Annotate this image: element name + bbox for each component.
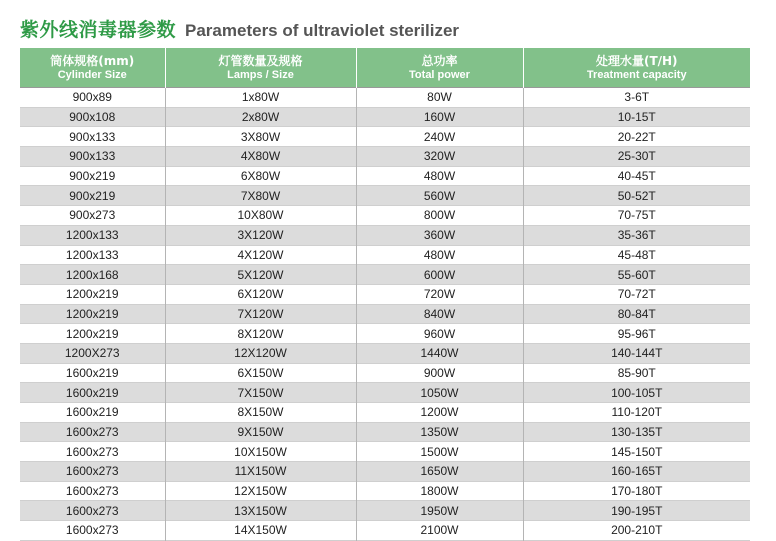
cylinder-size-cell: 1600x273	[20, 422, 165, 442]
treatment-capacity-cell: 130-135T	[523, 422, 750, 442]
header-en: Treatment capacity	[586, 68, 687, 81]
cylinder-size-cell: 1600x273	[65, 444, 119, 459]
lamps-size-cell: 10X80W	[165, 206, 356, 226]
treatment-capacity-cell: 70-75T	[523, 206, 750, 226]
table-row	[20, 186, 750, 206]
treatment-capacity-cell: 25-30T	[523, 147, 750, 167]
cylinder-size-cell: 1200x219	[65, 326, 119, 341]
total-power-cell: 360W	[356, 225, 523, 245]
cylinder-size-cell: 1600x219	[65, 365, 119, 380]
cylinder-size-cell: 900x219	[69, 169, 116, 184]
table-row	[20, 265, 750, 285]
total-power-cell: 900W	[356, 363, 523, 383]
table-row	[20, 343, 750, 363]
total-power-cell: 600W	[356, 265, 523, 285]
total-power-cell: 1650W	[356, 462, 523, 482]
cylinder-size-cell: 1200x219	[20, 304, 165, 324]
total-power-cell: 480W	[356, 245, 523, 265]
header-lamps-size	[165, 48, 356, 88]
total-power-cell: 1440W	[356, 343, 523, 363]
header-total-power	[356, 48, 523, 88]
lamps-size-cell: 8X120W	[165, 324, 356, 344]
table-body	[20, 88, 750, 541]
table-row	[20, 147, 750, 167]
header-en: Cylinder Size	[57, 68, 127, 81]
treatment-capacity-cell: 35-36T	[523, 225, 750, 245]
treatment-capacity-cell: 110-120T	[523, 403, 750, 423]
total-power-cell: 1500W	[356, 442, 523, 462]
total-power-cell: 960W	[356, 324, 523, 344]
lamps-size-cell: 12X150W	[165, 481, 356, 501]
table-row	[20, 206, 750, 226]
cylinder-size-cell: 1200X273	[20, 343, 165, 363]
total-power-cell: 560W	[356, 186, 523, 206]
lamps-size-cell: 3X80W	[165, 127, 356, 147]
treatment-capacity-cell: 10-15T	[523, 107, 750, 127]
total-power-cell: 1350W	[356, 422, 523, 442]
treatment-capacity-cell: 200-210T	[523, 521, 750, 541]
header-en: Lamps / Size	[227, 68, 294, 81]
table-row	[20, 501, 750, 521]
page-title	[20, 15, 459, 41]
lamps-size-cell: 6X80W	[165, 166, 356, 186]
lamps-size-cell: 4X80W	[165, 147, 356, 167]
treatment-capacity-cell: 80-84T	[523, 304, 750, 324]
cylinder-size-cell: 900x133	[20, 147, 165, 167]
treatment-capacity-cell: 100-105T	[523, 383, 750, 403]
treatment-capacity-cell: 3-6T	[523, 88, 750, 108]
cylinder-size-cell: 1600x273	[65, 523, 119, 538]
table-row	[20, 383, 750, 403]
treatment-capacity-cell: 170-180T	[523, 481, 750, 501]
treatment-capacity-cell: 70-72T	[523, 284, 750, 304]
lamps-size-cell: 7X80W	[165, 186, 356, 206]
cylinder-size-cell: 900x89	[72, 90, 112, 105]
total-power-cell: 240W	[356, 127, 523, 147]
table-row	[20, 324, 750, 344]
table-row	[20, 304, 750, 324]
lamps-size-cell: 7X120W	[165, 304, 356, 324]
table-row	[20, 284, 750, 304]
header-zh: 处理水量(T/H)	[595, 53, 678, 68]
total-power-cell: 80W	[356, 88, 523, 108]
header-zh: 总功率	[421, 53, 458, 68]
total-power-cell: 800W	[356, 206, 523, 226]
table-row	[20, 442, 750, 462]
total-power-cell: 720W	[356, 284, 523, 304]
table-row	[20, 481, 750, 501]
table-row	[20, 422, 750, 442]
cylinder-size-cell: 1200x133	[20, 225, 165, 245]
treatment-capacity-cell: 55-60T	[523, 265, 750, 285]
total-power-cell: 1050W	[356, 383, 523, 403]
header-row	[20, 48, 750, 88]
cylinder-size-cell: 900x108	[20, 107, 165, 127]
treatment-capacity-cell: 160-165T	[523, 462, 750, 482]
treatment-capacity-cell: 140-144T	[523, 343, 750, 363]
lamps-size-cell: 14X150W	[165, 521, 356, 541]
title-english: Parameters of ultraviolet sterilizer	[185, 21, 460, 40]
lamps-size-cell: 5X120W	[165, 265, 356, 285]
header-cylinder-size	[20, 48, 165, 88]
total-power-cell: 2100W	[356, 521, 523, 541]
cylinder-size-cell: 1600x219	[20, 383, 165, 403]
cylinder-size-cell: 900x133	[69, 129, 116, 144]
cylinder-size-cell: 1200x168	[20, 265, 165, 285]
lamps-size-cell: 6X120W	[165, 284, 356, 304]
lamps-size-cell: 3X120W	[165, 225, 356, 245]
cylinder-size-cell: 1600x273	[65, 484, 119, 499]
lamps-size-cell: 9X150W	[165, 422, 356, 442]
treatment-capacity-cell: 95-96T	[523, 324, 750, 344]
lamps-size-cell: 6X150W	[165, 363, 356, 383]
table-row	[20, 521, 750, 541]
treatment-capacity-cell: 20-22T	[523, 127, 750, 147]
total-power-cell: 840W	[356, 304, 523, 324]
table-row	[20, 245, 750, 265]
cylinder-size-cell: 1600x219	[65, 405, 119, 420]
lamps-size-cell: 10X150W	[165, 442, 356, 462]
table-row	[20, 225, 750, 245]
table-row	[20, 127, 750, 147]
lamps-size-cell: 1x80W	[165, 88, 356, 108]
table-row	[20, 107, 750, 127]
table-row	[20, 166, 750, 186]
total-power-cell: 1800W	[356, 481, 523, 501]
lamps-size-cell: 7X150W	[165, 383, 356, 403]
total-power-cell: 1950W	[356, 501, 523, 521]
lamps-size-cell: 11X150W	[165, 462, 356, 482]
table-row	[20, 88, 750, 108]
treatment-capacity-cell: 45-48T	[523, 245, 750, 265]
cylinder-size-cell: 1600x273	[20, 462, 165, 482]
header-treatment-capacity	[523, 48, 750, 88]
cylinder-size-cell: 900x219	[20, 186, 165, 206]
treatment-capacity-cell: 50-52T	[523, 186, 750, 206]
lamps-size-cell: 4X120W	[165, 245, 356, 265]
header-zh: 筒体规格(mm)	[50, 53, 135, 68]
lamps-size-cell: 12X120W	[165, 343, 356, 363]
table-row	[20, 363, 750, 383]
total-power-cell: 1200W	[356, 403, 523, 423]
cylinder-size-cell: 1200x219	[65, 287, 119, 302]
total-power-cell: 320W	[356, 147, 523, 167]
header-zh: 灯管数量及规格	[218, 53, 303, 68]
total-power-cell: 160W	[356, 107, 523, 127]
treatment-capacity-cell: 85-90T	[523, 363, 750, 383]
lamps-size-cell: 8X150W	[165, 403, 356, 423]
parameters-table	[20, 48, 750, 541]
treatment-capacity-cell: 145-150T	[523, 442, 750, 462]
cylinder-size-cell: 1600x273	[20, 501, 165, 521]
total-power-cell: 480W	[356, 166, 523, 186]
table-row	[20, 462, 750, 482]
cylinder-size-cell: 1200x133	[65, 247, 119, 262]
lamps-size-cell: 13X150W	[165, 501, 356, 521]
treatment-capacity-cell: 40-45T	[523, 166, 750, 186]
table-row	[20, 403, 750, 423]
table-header	[20, 48, 750, 88]
treatment-capacity-cell: 190-195T	[523, 501, 750, 521]
title-chinese: 紫外线消毒器参数	[20, 19, 177, 41]
header-en: Total power	[409, 68, 470, 81]
cylinder-size-cell: 900x273	[69, 208, 116, 223]
lamps-size-cell: 2x80W	[165, 107, 356, 127]
